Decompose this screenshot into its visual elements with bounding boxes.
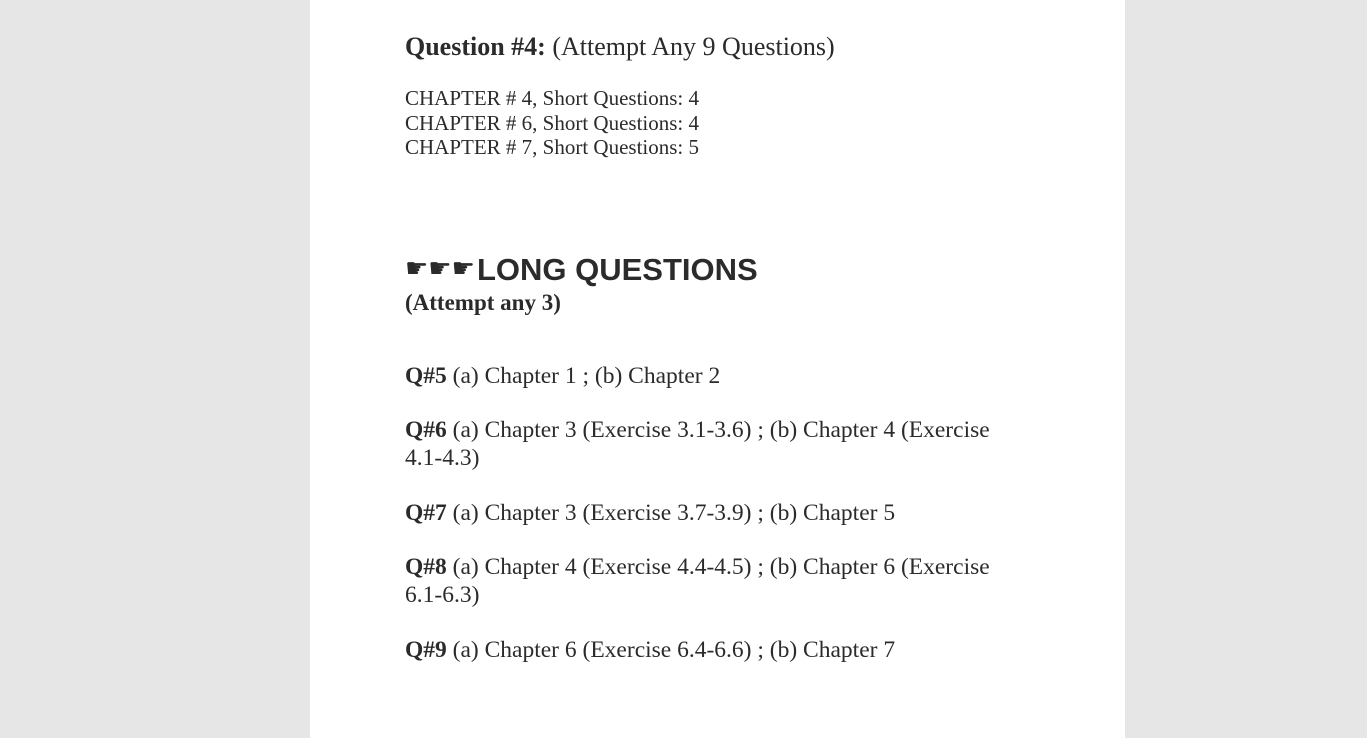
question-text: (a) Chapter 3 (Exercise 3.1-3.6) ; (b) Chapter 4 (Exercise 4.1-4.3) (405, 417, 990, 471)
long-question-item (405, 636, 1025, 664)
long-question-item (405, 362, 1025, 390)
document-page (310, 0, 1125, 738)
chapter-line: CHAPTER # 7, Short Questions: 5 (405, 135, 700, 159)
long-questions-instruction: (Attempt any 3) (405, 290, 561, 315)
question-4-instruction: (Attempt Any 9 Questions) (545, 32, 835, 61)
pointing-hand-icon: ☛☛☛ (405, 254, 475, 284)
long-question-item (405, 499, 1025, 527)
long-question-item (405, 416, 1025, 472)
short-questions-chapter-list (405, 86, 699, 160)
question-number: Q#7 (405, 500, 447, 526)
chapter-line: CHAPTER # 4, Short Questions: 4 (405, 86, 700, 110)
question-text: (a) Chapter 6 (Exercise 6.4-6.6) ; (b) Chapter 7 (446, 637, 896, 663)
question-number: Q#8 (405, 554, 447, 580)
question-number: Q#9 (405, 637, 447, 663)
question-number: Q#6 (405, 417, 447, 443)
long-question-item (405, 553, 1025, 609)
long-questions-title: LONG QUESTIONS (476, 252, 758, 287)
long-questions-heading (405, 250, 758, 292)
chapter-line: CHAPTER # 6, Short Questions: 4 (405, 110, 700, 135)
question-4-heading (405, 30, 835, 64)
question-number: Q#5 (405, 363, 447, 389)
question-text: (a) Chapter 3 (Exercise 3.7-3.9) ; (b) Chapter 5 (446, 500, 896, 526)
question-text: (a) Chapter 1 ; (b) Chapter 2 (446, 363, 721, 389)
question-text: (a) Chapter 4 (Exercise 4.4-4.5) ; (b) Chapter 6 (Exercise 6.1-6.3) (405, 554, 990, 608)
question-4-label: Question #4: (405, 32, 546, 61)
